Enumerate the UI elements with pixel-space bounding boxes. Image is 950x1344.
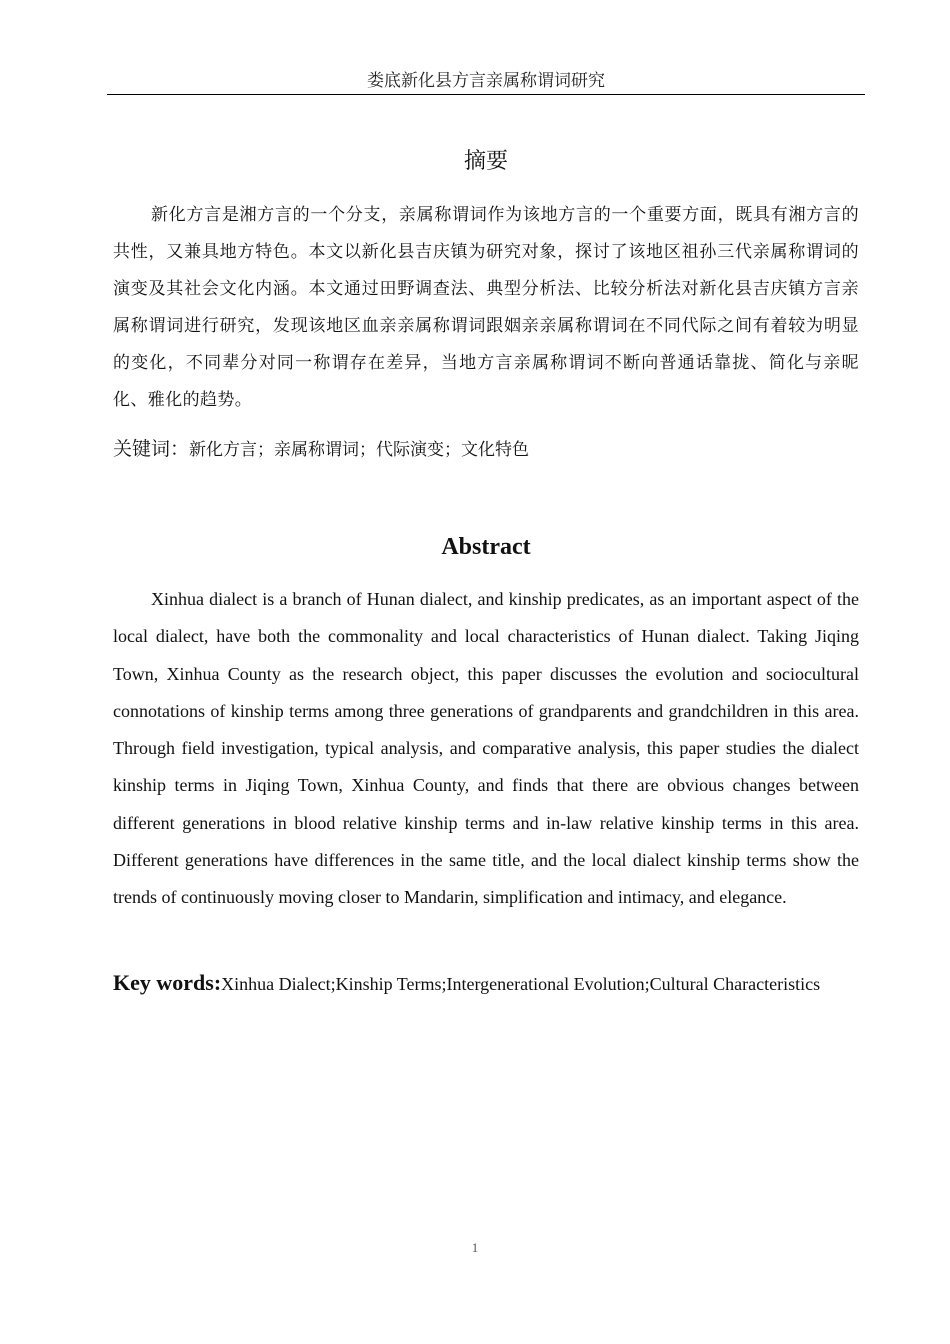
chinese-keywords: [113, 434, 859, 465]
english-keywords: [113, 967, 873, 1000]
english-abstract-title: Abstract: [441, 534, 531, 560]
chinese-abstract-title: 摘要: [463, 149, 508, 174]
chinese-keywords-label: 关键词：: [113, 438, 190, 460]
english-abstract-body: Xinhua dialect is a branch of Hunan dialect, and kinship predicates, as an important aspect of the local dialect, have both the commonality and local characteristics of Hunan dialect. Taking Jiqing Town, Xinhua County as the research object, this paper discusses the evolution and sociocultural connotations of kinship terms among three generations of grandparents and grandchildren in this area. Through field investigation, typical analysis, and comparative analysis, this paper studies the dialect kinship terms in Jiqing Town, Xinhua County, and finds that there are obvious changes between different generations in blood relative kinship terms and in-law relative kinship terms in this area. Different generations have differences in the same title, and the local dialect kinship terms show the trends of continuously moving closer to Mandarin, simplification and intimacy, and elegance.: [113, 589, 859, 908]
english-keywords-label: Key words:: [113, 970, 222, 995]
chinese-abstract-body: 新化方言是湘方言的一个分支，亲属称谓词作为该地方言的一个重要方面，既具有湘方言的共性，又兼具地方特色。本文以新化县吉庆镇为研究对象，探讨了该地区祖孙三代亲属称谓词的演变及其社会文化内涵。本文通过田野调查法、典型分析法、比较分析法对新化县吉庆镇方言亲属称谓词进行研究，发现该地区血亲亲属称谓词跟姻亲亲属称谓词在不同代际之间有着较为明显的变化，不同辈分对同一称谓存在差异，当地方言亲属称谓词不断向普通话靠拢、简化与亲昵化、雅化的趋势。: [113, 205, 859, 410]
page-number: 1: [471, 1240, 479, 1255]
chinese-keywords-text: 新化方言；亲属称谓词；代际演变；文化特色: [189, 440, 530, 460]
running-header: 娄底新化县方言亲属称谓词研究: [107, 70, 865, 95]
english-keywords-text: Xinhua Dialect;Kinship Terms;Intergenerational Evolution;Cultural Characteristics: [221, 974, 821, 994]
